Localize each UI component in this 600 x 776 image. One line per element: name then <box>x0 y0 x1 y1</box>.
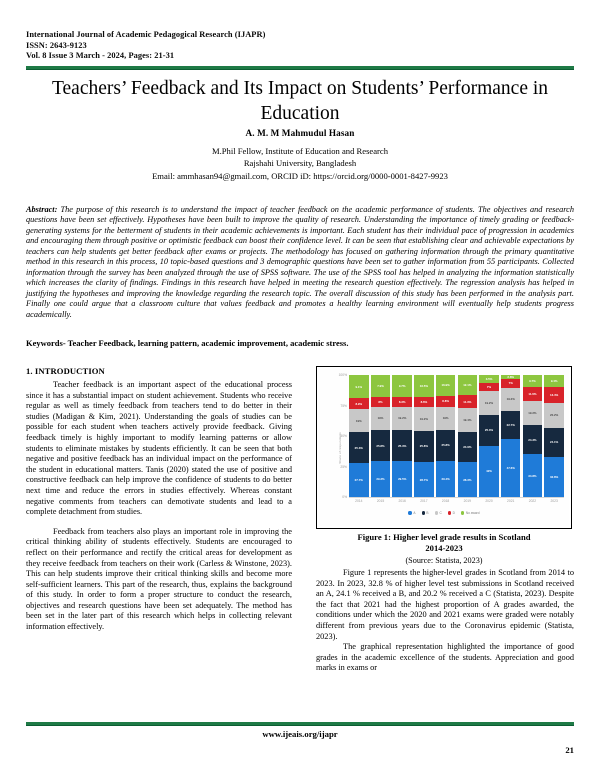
chart-bar-segment-d: 11.3% <box>458 395 478 409</box>
footer-url: www.ijeais.org/ijapr <box>262 729 338 739</box>
figure-1 <box>316 366 572 529</box>
affiliation-contact: Email: ammhasan94@gmail.com, ORCID iD: https://orcid.org/0000-0001-8427-9923 <box>152 170 448 181</box>
chart-bar-column <box>479 375 499 497</box>
chart-y-axis-title: Share of respondents <box>337 431 342 464</box>
chart-legend <box>319 511 569 515</box>
chart-legend-item <box>422 511 429 515</box>
chart-x-tick: 2019 <box>463 499 471 503</box>
abstract-label: Abstract: <box>26 205 58 214</box>
chart-bar-segment-no-award: 2.8% <box>501 375 521 379</box>
chart-legend-swatch <box>408 511 411 514</box>
chart-bar-segment-no-award: 16.5% <box>414 375 434 397</box>
chart-x-tick: 2016 <box>398 499 406 503</box>
figure-caption <box>316 532 572 554</box>
journal-name: International Journal of Academic Pedagogical Research (IJAPR) <box>26 30 266 39</box>
chart-plot-bars <box>349 375 564 498</box>
chart-bar-segment-c: 19.2% <box>392 407 412 430</box>
figure-source: (Source: Statista, 2023) <box>405 556 483 565</box>
chart-legend-item <box>461 511 480 515</box>
chart-bar-segment-d: 8% <box>371 397 391 407</box>
chart-bar-segment-d: 8.3% <box>392 397 412 407</box>
chart-bar-segment-d: 11.6% <box>523 387 543 401</box>
chart-bar-segment-b: 22.7% <box>501 411 521 439</box>
chart-bar-segment-c: 19% <box>436 407 456 430</box>
journal-header <box>26 30 574 62</box>
chart-bar-segment-d: 13.4% <box>544 387 564 403</box>
author-affiliation <box>40 145 560 182</box>
chart-bar-segment-a: 28.7% <box>414 462 434 497</box>
chart-bar-column <box>544 375 564 497</box>
affiliation-line-2: Rajshahi University, Bangladesh <box>243 158 357 169</box>
chart-bar-segment-c: 19.2% <box>501 388 521 411</box>
abstract-section <box>26 205 574 320</box>
chart-bar-segment-a: 32.8% <box>544 457 564 497</box>
chart-x-tick: 2018 <box>441 499 450 503</box>
chart-legend-item <box>435 511 442 515</box>
page-number: 21 <box>565 745 574 755</box>
chart-x-tick: 2015 <box>376 499 385 503</box>
page-title: Teachers’ Feedback and Its Impact on Students’ Performance in Education <box>51 78 549 124</box>
chart-legend-swatch <box>448 511 451 514</box>
chart-bar-segment-c: 20.2% <box>544 403 564 428</box>
chart-bar-segment-a: 34.8% <box>523 454 543 497</box>
chart-y-tick: 50% <box>340 434 347 438</box>
chart-bar-segment-no-award: 12.1% <box>458 375 478 395</box>
chart-bar-segment-c: 19.2% <box>479 391 499 414</box>
chart-bar-column <box>349 375 369 497</box>
section-heading-introduction: 1. INTRODUCTION <box>26 366 105 376</box>
chart-bar-segment-d: 8.6% <box>414 397 434 407</box>
chart-x-tick: 2014 <box>355 499 363 503</box>
journal-issn: ISSN: 2643-9123 <box>26 40 87 50</box>
chart-x-tick: 2022 <box>528 499 537 503</box>
chart-bar-segment-d: 8.9% <box>349 398 369 409</box>
chart-bar-segment-no-award: 7.9% <box>371 375 391 397</box>
affiliation-line-1: M.Phil Fellow, Institute of Education and Research <box>211 146 389 156</box>
right-paragraph-1: Figure 1 represents the higher-level grades in Scotland from 2014 to 2023. In 2023, 32.8 % of higher level test submissions in Scotland received an A, 24.1 % received a B, and 20.2 % received a C (Statista, 2023). Despite the fact that 2021 had the highest proportion of A grades awarded, the conditions under which the 2020 and 2021 exams were graded were notably different from previous years due to the Coronavirus epidemic (Statista, 2023). <box>316 568 574 641</box>
chart-bar-segment-b: 25.3% <box>392 430 412 461</box>
chart-bar-segment-d: 8.8% <box>436 396 456 407</box>
chart-bar-column <box>414 375 434 497</box>
right-column <box>316 366 574 674</box>
chart-bar-column <box>458 375 478 497</box>
chart-bar-column <box>392 375 412 497</box>
footer-divider <box>26 722 574 725</box>
chart-bar-segment-b: 24.1% <box>544 428 564 457</box>
chart-legend-label: D <box>452 511 455 515</box>
chart-bar-segment-a: 28.3% <box>458 462 478 497</box>
chart-x-tick: 2023 <box>550 499 558 503</box>
chart-bar-segment-c: 19% <box>349 409 369 432</box>
chart-bar-segment-no-award: 9.4% <box>544 375 564 387</box>
chart-y-tick: 75% <box>340 403 347 408</box>
chart-bar-segment-b: 24.9% <box>458 432 478 462</box>
chart-y-tick: 100% <box>338 373 347 377</box>
intro-paragraph-1: Teacher feedback is an important aspect of the educational process since it has a substantial impact on student achievement. Students who receive regular as well as timely feedback from teachers tend to do better in their studies (Madigan & Kim, 2021). Understanding the goals of studies can be possible for each student when teachers actively provide feedback. Giving feedback timely is highly important to modify learning patterns or allow students to eliminate mistakes by students efficiently. It can be seen that both negative and positive feedback has an individual impact on the performance of the student in educational matters. Tanis (2020) stated the use of positive and constructive feedback can help improve the confidence of students to do better next time and reduce the errors in studies effectively. Whereas constant negative comments from teachers can demotivate students and lead to a complete detachment from studies. <box>26 380 292 517</box>
keywords-line: Keywords- Teacher Feedback, learning pattern, academic improvement, academic stress. <box>26 338 349 348</box>
chart-y-tick: 0% <box>342 495 347 499</box>
chart-legend-label: No award <box>465 511 480 515</box>
chart-area <box>319 369 569 526</box>
chart-x-tick: 2021 <box>507 499 515 503</box>
chart-y-tick: 25% <box>340 464 347 469</box>
chart-bar-segment-no-award: 9.7% <box>523 375 543 387</box>
chart-bar-segment-b: 25.8% <box>414 431 434 462</box>
chart-x-axis-ticks <box>349 499 564 503</box>
author-name: A. M. M Mahmudul Hasan <box>245 128 355 138</box>
figure-caption-line-1: Figure 1: Higher level grade results in Scotland <box>357 532 531 542</box>
chart-legend-label: C <box>439 511 442 515</box>
right-paragraph-2: The graphical representation highlighted the importance of good grades in the academic excellence of the students. Appreciation and good marks in exams or <box>316 642 574 673</box>
chart-bar-column <box>371 375 391 497</box>
figure-caption-line-2: 2014-2023 <box>425 543 463 553</box>
chart-y-axis-ticks <box>332 375 347 497</box>
chart-bar-segment-no-award: 9.1% <box>349 375 369 398</box>
chart-bar-segment-d: 7% <box>501 379 521 388</box>
chart-legend-item <box>408 511 415 515</box>
chart-bar-segment-a: 27.7% <box>349 463 369 497</box>
right-column-body <box>316 568 574 674</box>
chart-bar-segment-c: 19.2% <box>414 407 434 430</box>
chart-legend-swatch <box>422 511 425 514</box>
chart-bar-segment-a: 42% <box>479 446 499 497</box>
chart-bar-segment-b: 25.8% <box>436 430 456 461</box>
chart-bar-segment-no-award: 16.9% <box>436 375 456 396</box>
chart-legend-label: B <box>426 511 429 515</box>
chart-legend-label: A <box>413 511 416 515</box>
chart-bar-segment-c: 19.4% <box>458 408 478 432</box>
chart-bar-segment-a: 29.3% <box>371 461 391 497</box>
chart-bar-column <box>523 375 543 497</box>
introduction-left-column <box>26 380 292 633</box>
chart-bar-segment-no-award: 3.5% <box>479 375 499 383</box>
chart-bar-segment-b: 25.3% <box>349 432 369 463</box>
chart-bar-segment-b: 24.3% <box>523 425 543 455</box>
chart-bar-column <box>501 375 521 497</box>
chart-legend-swatch <box>461 511 464 514</box>
chart-x-tick: 2017 <box>420 499 428 503</box>
journal-volume-issue: Vol. 8 Issue 3 March - 2024, Pages: 21-31 <box>26 51 175 61</box>
chart-bar-segment-b: 25.8% <box>371 430 391 461</box>
chart-bar-column <box>436 375 456 497</box>
abstract-text: The purpose of this research is to understand the impact of teacher feedback on the academic performance of students. The objectives and research questions have been set effectively. Hypotheses have been built to improve the quality of research. Understanding the importance of timely grading or feedback-generating systems for the betterment of students in their academic achievements is important. Each student has their individual pace of progression in academics and encouraging them through positive or optimistic feedback can boost their confidence level. It can be seen that establishing clear and achievable expectations by teachers can help students get better feedback after exams or projects. The methodology has focused on gathering information through the primary quantitative method in this research in this process, 10 topic-based questions and 3 demographic questions have been set to gather information from 55 participants. Collected information through the survey has been analyzed through the use of SPSS software. The use of the SPSS tool has helped in analyzing the information statistically which increases the clarity of findings. Findings in this research have helped in meeting the research question effectively. The regression analysis has helped in justifying the hypotheses and improving the knowledge regarding the research topic. The overall discussion of this study has been performed in the analysis part. Finally one could argue that a classroom culture that values feedback and promotes a healthy learning environment will eventually help students progress academically. <box>26 205 574 319</box>
chart-bar-segment-c: 19.2% <box>523 401 543 424</box>
header-divider <box>26 66 574 69</box>
chart-bar-segment-d: 7% <box>479 383 499 392</box>
chart-x-tick: 2020 <box>485 499 493 503</box>
chart-bar-segment-a: 29.5% <box>392 461 412 497</box>
chart-bar-segment-no-award: 9.7% <box>392 375 412 397</box>
chart-legend-item <box>448 511 455 515</box>
chart-legend-swatch <box>435 511 438 514</box>
chart-bar-segment-c: 19% <box>371 407 391 430</box>
chart-bar-segment-b: 25.3% <box>479 415 499 446</box>
chart-bar-segment-a: 47.6% <box>501 439 521 497</box>
intro-paragraph-2: Feedback from teachers also plays an important role in improving the critical thinking ability of students effectively. Students are encouraged to reflect on their performance and rectify the critical areas for development as they receive feedback from teachers on their work (Carless & Winstone, 2023). This can help students improve their critical thinking skills and become more self-sufficient learners. This part of the research, thus, explains the background of this study. In order to form a proper structure to conduct the research, objectives and research questions have been set adequately. The method has been set in the later part of this research which helps in collecting relevant information effectively. <box>26 526 292 632</box>
chart-bar-segment-a: 29.4% <box>436 461 456 497</box>
